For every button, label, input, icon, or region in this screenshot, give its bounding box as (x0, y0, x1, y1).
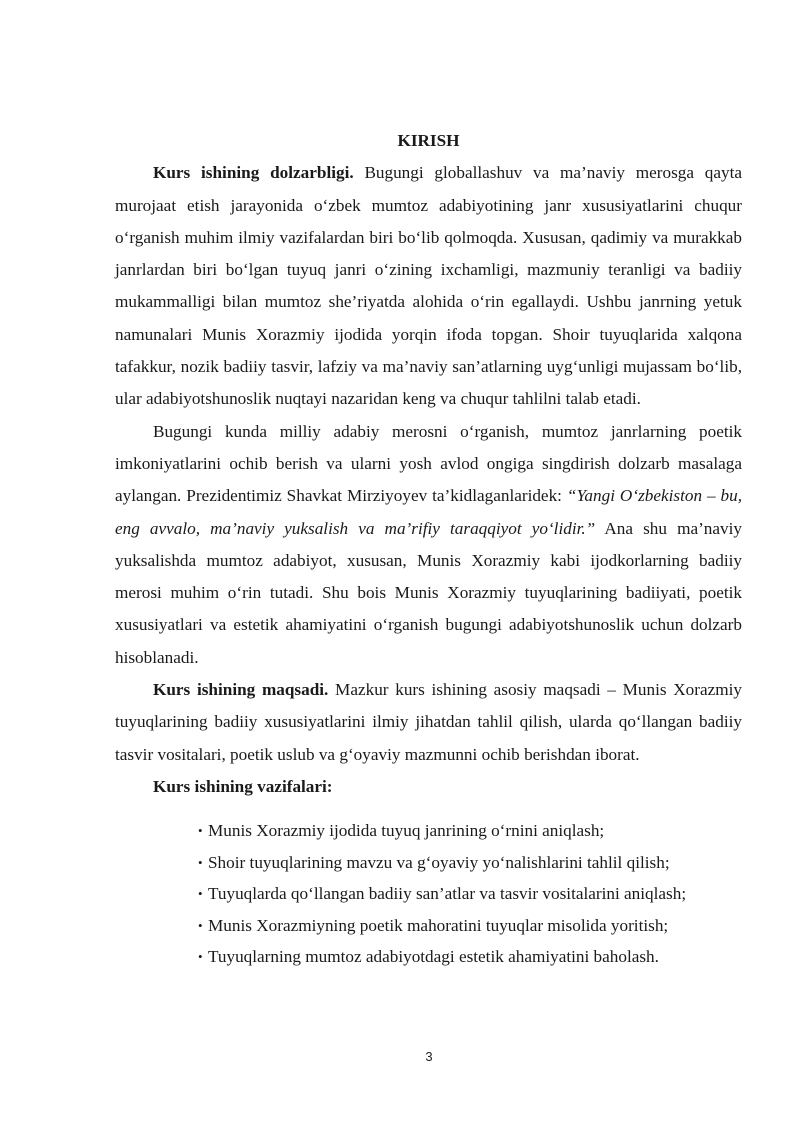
task-text: Tuyuqlarning mumtoz adabiyotdagi estetik ahamiyatini baholash. (208, 947, 659, 967)
relevance-text: Bugungi globallashuv va ma’naviy merosga qayta murojaat etish jarayonida o‘zbek mumtoz adabiyotining janr xususiyatlarini chuqur o‘rganish muhim ilmiy vazifalardan biri bo‘lib qolmoqda. Xususan, qadimiy va murakkab janrlardan biri bo‘lgan tuyuq janri o‘zining ixchamligi, mazmuniy teranligi va badiiy mukammalligi bilan mumtoz she’riyatda alohida o‘rin egallaydi. Ushbu janrning yetuk namunalari Munis Xorazmiy ijodida yorqin ifoda topgan. Shoir tuyuqlarida xalqona tafakkur, nozik badiiy tasvir, lafziy va ma’naviy san’atlarning uyg‘unligi mujassam bo‘lib, ular adabiyotshunoslik nuqtayi nazaridan keng va chuqur tahlilni talab etadi. (115, 163, 742, 409)
list-item (198, 941, 742, 973)
list-item (198, 910, 742, 942)
task-text: Shoir tuyuqlarining mavzu va g‘oyaviy yo‘nalishlarini tahlil qilish; (208, 852, 670, 872)
bullet-icon: • (198, 917, 203, 933)
task-text: Munis Xorazmiyning poetik mahoratini tuyuqlar misolida yoritish; (208, 915, 669, 935)
page-title: KIRISH (397, 131, 460, 150)
goal-paragraph (115, 674, 742, 771)
goal-text: Mazkur kurs ishining asosiy maqsadi – Munis Xorazmiy tuyuqlarining badiiy xususiyatlarini ilmiy jihatdan tahlil qilish, ularda qo‘llangan badiiy tasvir vositalari, poetik uslub va g‘oyaviy mazmunni ochib berishdan iborat. (115, 680, 742, 764)
relevance-paragraph (115, 157, 742, 415)
today-text-after: Ana shu ma’naviy yuksalishda mumtoz adabiyot, xususan, Munis Xorazmiy kabi ijodkorlarning badiiy merosi muhim o‘rin tutadi. Shu bois Munis Xorazmiy tuyuqlarining badiiyati, poetik xususiyatlari va estetik ahamiyatini o‘rganish bugungi adabiyotshunoslik uchun dolzarb hisoblanadi. (115, 518, 742, 667)
tasks-title: Kurs ishining vazifalari: (153, 776, 333, 796)
goal-title: Kurs ishining maqsadi. (153, 680, 329, 700)
relevance-title: Kurs ishining dolzarbligi. (153, 163, 354, 183)
list-item (198, 878, 742, 910)
bullet-icon: • (198, 854, 203, 870)
task-text: Tuyuqlarda qo‘llangan badiiy san’atlar va tasvir vositalarini aniqlash; (208, 884, 687, 904)
bullet-icon: • (198, 823, 203, 839)
today-paragraph (115, 416, 742, 674)
president-quote: “Yangi O‘zbekiston – bu, eng avvalo, ma’naviy yuksalish va ma’rifiy taraqqiyot yo‘lidir.” (115, 486, 743, 538)
list-item (198, 815, 742, 847)
page-number: 3 (425, 1049, 433, 1064)
tasks-list (115, 815, 742, 973)
today-text-before: Bugungi kunda milliy adabiy merosni o‘rganish, mumtoz janrlarning poetik imkoniyatlarini ochib berish va ularni yosh avlod ongiga singdirish dolzarb masalaga aylangan. Prezidentimiz Shavkat Mirziyoyev ta’kidlaganlaridek: (115, 421, 742, 506)
bullet-icon: • (198, 949, 203, 965)
document-page (115, 125, 742, 973)
list-item (198, 847, 742, 879)
bullet-icon: • (198, 886, 203, 902)
task-text: Munis Xorazmiy ijodida tuyuq janrining o‘rnini aniqlash; (208, 821, 605, 841)
